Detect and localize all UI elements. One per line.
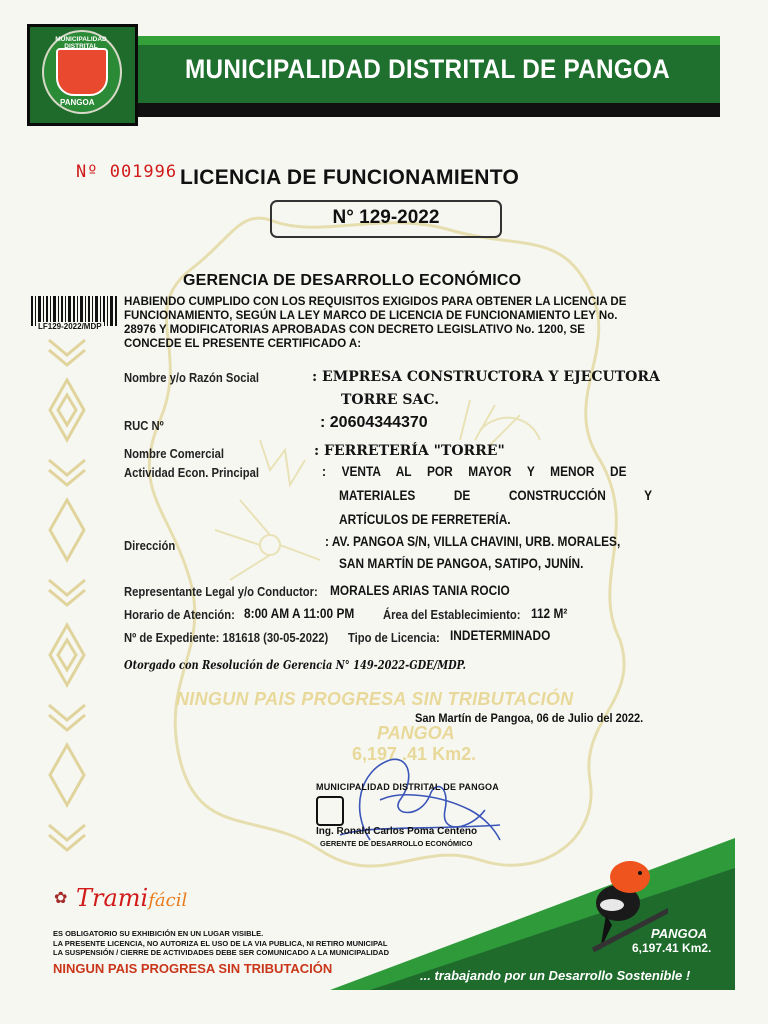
- intro-line: HABIENDO CUMPLIDO CON LOS REQUISITOS EXIGIDOS PARA OBTENER LA LICENCIA DE: [124, 296, 627, 308]
- actividad-value-cont: MATERIALES DE CONSTRUCCIÓN Y: [339, 488, 653, 503]
- tramifacil-brand-2: fácil: [148, 890, 188, 911]
- border-ornament: [44, 330, 90, 870]
- intro-line: CONCEDE EL PRESENTE CERTIFICADO A:: [124, 338, 362, 350]
- signatory-name: Ing. Ronald Carlos Poma Centeno: [316, 826, 478, 837]
- ruc-value: : 20604344370: [320, 414, 428, 431]
- nombre-comercial-value: : FERRETERÍA "TORRE": [314, 443, 505, 459]
- direccion-label: Dirección: [124, 539, 176, 553]
- nombre-comercial-label: Nombre Comercial: [124, 447, 225, 461]
- footer-area: 6,197.41 Km2.: [632, 941, 712, 955]
- notice-line: LA PRESENTE LICENCIA, NO AUTORIZA EL USO DE LA VIA PUBLICA, NI RETIRO MUNICIPAL: [53, 938, 388, 948]
- stamp-header: MUNICIPALIDAD DISTRITAL DE PANGOA: [316, 782, 499, 792]
- department-title: GERENCIA DE DESARROLLO ECONÓMICO: [183, 272, 522, 289]
- seal-text-top: MUNICIPALIDAD DISTRITAL: [55, 36, 107, 50]
- intro-paragraph: [124, 295, 664, 351]
- document-title: LICENCIA DE FUNCIONAMIENTO: [180, 166, 520, 189]
- watermark-area: 6,197 .41 Km2.: [352, 744, 477, 764]
- seal-shield-icon: [56, 48, 108, 96]
- razon-social-value: : EMPRESA CONSTRUCTORA Y EJECUTORA: [312, 369, 660, 385]
- direccion-value-cont: SAN MARTÍN DE PANGOA, SATIPO, JUNÍN.: [339, 556, 584, 571]
- area-value: 112 M²: [531, 606, 568, 621]
- license-number: N° 129-2022: [332, 207, 440, 228]
- signatory-role: GERENTE DE DESARROLLO ECONÓMICO: [320, 839, 473, 848]
- tipo-licencia-value: INDETERMINADO: [450, 628, 551, 643]
- header-bar-accent: [130, 36, 720, 45]
- header-bar-shadow: [130, 103, 720, 117]
- serial-number: Nº 001996: [76, 162, 178, 182]
- ruc-label: RUC Nº: [124, 419, 164, 433]
- footer-tagline: ... trabajando por un Desarrollo Sostenible !: [420, 968, 691, 983]
- municipality-title: MUNICIPALIDAD DISTRITAL DE PANGOA: [185, 54, 671, 84]
- footer-slogan: NINGUN PAIS PROGRESA SIN TRIBUTACIÓN: [53, 961, 333, 976]
- notice-line: LA SUSPENSIÓN / CIERRE DE ACTIVIDADES DEBE SER COMUNICADO A LA MUNICIPALIDAD: [53, 948, 389, 957]
- tipo-licencia-label: Tipo de Licencia:: [348, 631, 440, 645]
- horario-value: 8:00 AM A 11:00 PM: [244, 606, 355, 621]
- direccion-value: : AV. PANGOA S/N, VILLA CHAVINI, URB. MORALES,: [325, 534, 621, 549]
- representante-label: Representante Legal y/o Conductor:: [124, 585, 318, 599]
- place-date: San Martín de Pangoa, 06 de Julio del 2022.: [415, 711, 644, 725]
- actividad-value-cont: ARTÍCULOS DE FERRETERÍA.: [339, 512, 511, 527]
- intro-line: FUNCIONAMIENTO, SEGÚN LA LEY MARCO DE LICENCIA DE FUNCIONAMIENTO LEY No.: [124, 310, 618, 322]
- tramifacil-logo: [76, 884, 187, 912]
- expediente-label: Nº de Expediente: 181618 (30-05-2022): [124, 631, 329, 645]
- representante-value: MORALES ARIAS TANIA ROCIO: [330, 583, 510, 598]
- razon-social-label: Nombre y/o Razón Social: [124, 371, 260, 385]
- tramifacil-brand-1: Trami: [76, 884, 149, 912]
- actividad-value: : VENTA AL POR MAYOR Y MENOR DE: [322, 464, 627, 479]
- intro-line: 28976 Y MODIFICATORIAS APROBADAS CON DECRETO LEGISLATIVO No. 1200, SE: [124, 324, 585, 336]
- stamp-seal-icon: [316, 796, 344, 826]
- barcode-label: LF129-2022/MDP: [38, 322, 102, 331]
- seal-text-bottom: PANGOA: [60, 98, 95, 107]
- footer-place: PANGOA: [651, 926, 708, 941]
- resolution-text: Otorgado con Resolución de Gerencia N° 149-2022-GDE/MDP.: [124, 658, 466, 672]
- area-label: Área del Establecimiento:: [383, 608, 521, 622]
- watermark-slogan: NINGUN PAIS PROGRESA SIN TRIBUTACIÓN: [176, 689, 574, 709]
- tramifacil-logo-icon: ✿: [54, 890, 68, 907]
- watermark-place: PANGOA: [377, 723, 455, 743]
- notice-line: ES OBLIGATORIO SU EXHIBICIÓN EN UN LUGAR VISIBLE.: [53, 929, 264, 938]
- razon-social-value-cont: TORRE SAC.: [341, 392, 440, 408]
- actividad-label: Actividad Econ. Principal: [124, 466, 260, 480]
- horario-label: Horario de Atención:: [124, 608, 235, 622]
